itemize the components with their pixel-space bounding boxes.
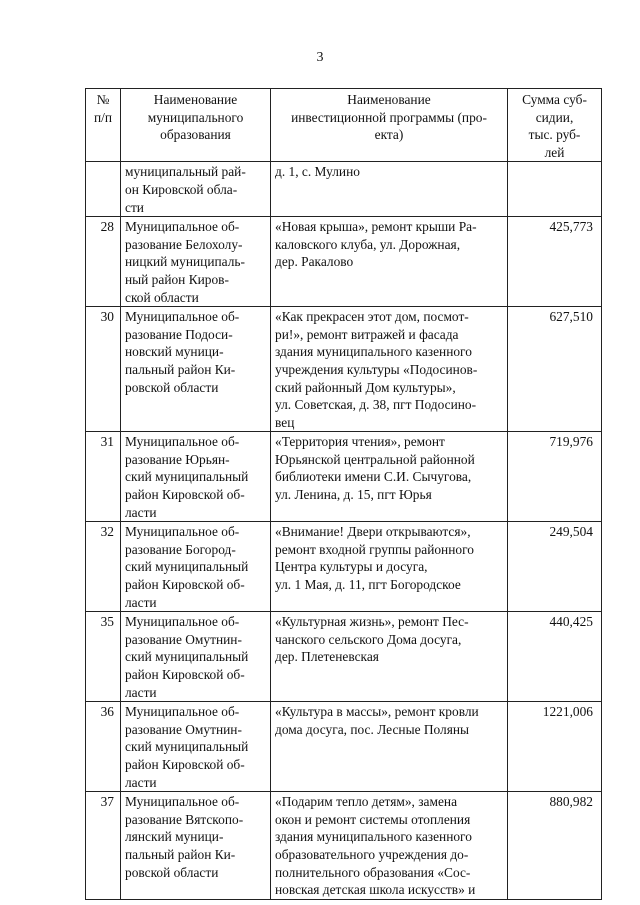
table-row: [86, 702, 602, 792]
header-municipality: Наименование муниципального образования: [121, 89, 271, 162]
row-number: 31: [86, 432, 121, 522]
subsidy-amount: 627,510: [508, 307, 602, 432]
table-row: [86, 792, 602, 900]
program-name: «Территория чтения», ремонт Юрьянской центральной районной библиотеки имени С.И. Сычугова, ул. Ленина, д. 15, пгт Юрья: [271, 432, 508, 522]
program-name: «Культура в массы», ремонт кровли дома досуга, пос. Лесные Поляны: [271, 702, 508, 792]
row-number: 32: [86, 522, 121, 612]
header-sum: Сумма суб- сидии, тыс. руб- лей: [508, 89, 602, 162]
subsidy-amount: [508, 162, 602, 217]
subsidy-amount: 249,504: [508, 522, 602, 612]
program-name: «Внимание! Двери открываются», ремонт входной группы районного Центра культуры и досуга, ул. 1 Мая, д. 11, пгт Богородское: [271, 522, 508, 612]
municipality-name: Муниципальное об- разование Подоси- новский муници- пальный район Ки- ровской области: [121, 307, 271, 432]
header-program: Наименование инвестиционной программы (про- екта): [271, 89, 508, 162]
row-number: 28: [86, 217, 121, 307]
row-number: 37: [86, 792, 121, 900]
subsidy-amount: 719,976: [508, 432, 602, 522]
municipality-name: Муниципальное об- разование Белохолу- ницкий муниципаль- ный район Киров- ской области: [121, 217, 271, 307]
table-header-row: [86, 89, 602, 162]
page-number: 3: [316, 50, 324, 65]
row-number: 30: [86, 307, 121, 432]
row-number: [86, 162, 121, 217]
table-row: [86, 522, 602, 612]
table-row: [86, 162, 602, 217]
municipality-name: Муниципальное об- разование Богород- ский муниципальный район Кировской об- ласти: [121, 522, 271, 612]
municipality-name: муниципальный рай- он Кировской обла- сти: [121, 162, 271, 217]
subsidy-amount: 880,982: [508, 792, 602, 900]
table-body: [86, 162, 602, 899]
row-number: 35: [86, 612, 121, 702]
subsidy-amount: 425,773: [508, 217, 602, 307]
program-name: «Подарим тепло детям», замена окон и ремонт системы отопления здания муниципального казенного образовательного учреждения до- полнительного образования «Сос- новская детская школа искусств» и: [271, 792, 508, 900]
row-number: 36: [86, 702, 121, 792]
program-name: «Культурная жизнь», ремонт Пес- чанского сельского Дома досуга, дер. Плетеневская: [271, 612, 508, 702]
table-row: [86, 217, 602, 307]
subsidy-amount: 1221,006: [508, 702, 602, 792]
subsidy-amount: 440,425: [508, 612, 602, 702]
municipality-name: Муниципальное об- разование Юрьян- ский муниципальный район Кировской об- ласти: [121, 432, 271, 522]
program-name: д. 1, с. Мулино: [271, 162, 508, 217]
municipality-name: Муниципальное об- разование Вятскопо- лянский муници- пальный район Ки- ровской области: [121, 792, 271, 900]
header-num: № п/п: [86, 89, 121, 162]
subsidy-table: [85, 88, 602, 900]
program-name: «Новая крыша», ремонт крыши Ра- каловского клуба, ул. Дорожная, дер. Ракалово: [271, 217, 508, 307]
table-row: [86, 432, 602, 522]
municipality-name: Муниципальное об- разование Омутнин- ский муниципальный район Кировской об- ласти: [121, 702, 271, 792]
program-name: «Как прекрасен этот дом, посмот- ри!», ремонт витражей и фасада здания муниципального казенного учреждения культуры «Подосинов- ский районный Дом культуры», ул. Советская, д. 38, пгт Подосино- вец: [271, 307, 508, 432]
table-row: [86, 612, 602, 702]
municipality-name: Муниципальное об- разование Омутнин- ский муниципальный район Кировской об- ласти: [121, 612, 271, 702]
table-row: [86, 307, 602, 432]
